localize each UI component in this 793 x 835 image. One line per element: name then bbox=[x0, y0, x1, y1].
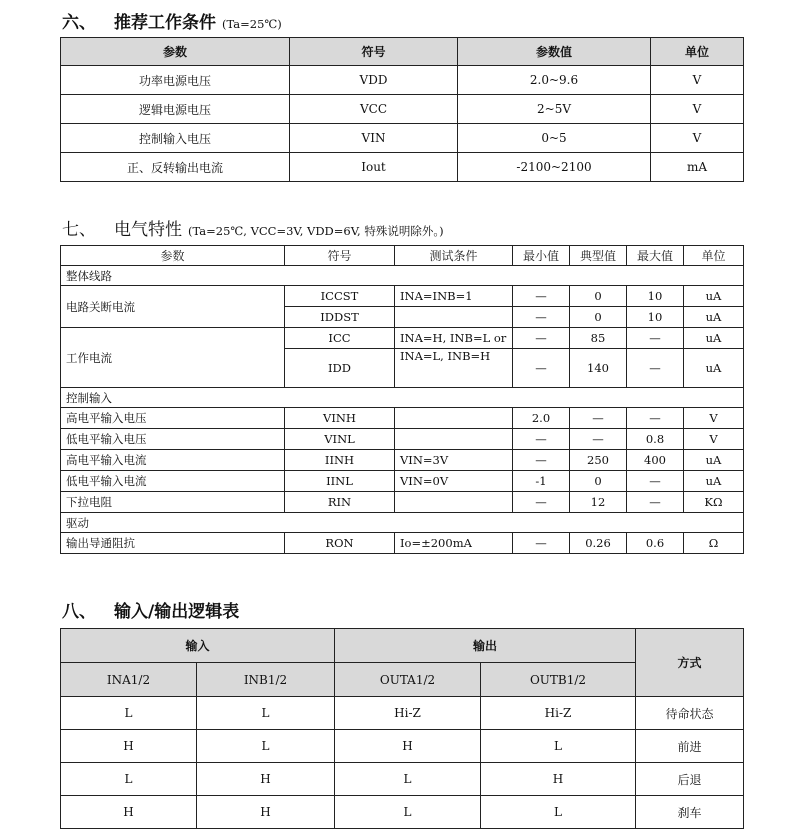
header-input-group: 输入 bbox=[61, 629, 335, 663]
table-cell: 低电平输入电流 bbox=[61, 471, 285, 492]
group-label-whole-circuit: 整体线路 bbox=[61, 266, 744, 286]
logic-table bbox=[60, 628, 744, 829]
header-cell: 参数值 bbox=[458, 38, 651, 66]
table-cell: mA bbox=[651, 153, 744, 182]
header-cell: OUTB1/2 bbox=[481, 663, 636, 697]
table-cell: -1 bbox=[513, 471, 570, 492]
table-cell: — bbox=[513, 429, 570, 450]
table-row bbox=[61, 66, 744, 95]
table-cell: 待命状态 bbox=[636, 697, 744, 730]
table-cell: — bbox=[513, 492, 570, 513]
table-cell: — bbox=[513, 533, 570, 554]
header-cell: 单位 bbox=[651, 38, 744, 66]
table-cell: VINH bbox=[285, 408, 395, 429]
table-cell: 0.8 bbox=[627, 429, 684, 450]
table-cell: L bbox=[335, 796, 481, 829]
table-cell: H bbox=[481, 763, 636, 796]
header-cell: 参数 bbox=[61, 246, 285, 266]
table-cell: IINH bbox=[285, 450, 395, 471]
table-cell: — bbox=[513, 328, 570, 349]
table-cell: 高电平输入电流 bbox=[61, 450, 285, 471]
table-cell: — bbox=[627, 492, 684, 513]
table-cell: 正、反转输出电流 bbox=[61, 153, 290, 182]
table-cell: 140 bbox=[570, 349, 627, 388]
table-cell: KΩ bbox=[684, 492, 744, 513]
table-cell: V bbox=[651, 66, 744, 95]
table-cell bbox=[395, 307, 513, 328]
table-cell: RON bbox=[285, 533, 395, 554]
table-row bbox=[61, 429, 744, 450]
table-cell: V bbox=[651, 95, 744, 124]
table-cell: INA=L, INB=H bbox=[395, 349, 513, 388]
table-cell: — bbox=[513, 450, 570, 471]
group-row bbox=[61, 513, 744, 533]
table-cell: H bbox=[197, 763, 335, 796]
table-cell: 0 bbox=[570, 307, 627, 328]
table-cell: V bbox=[684, 429, 744, 450]
table-cell: — bbox=[570, 408, 627, 429]
table-cell: uA bbox=[684, 471, 744, 492]
table-cell: 10 bbox=[627, 307, 684, 328]
table-cell: ICC bbox=[285, 328, 395, 349]
table-cell: 0 bbox=[570, 471, 627, 492]
table-cell: uA bbox=[684, 450, 744, 471]
table-row bbox=[61, 95, 744, 124]
table-row bbox=[61, 533, 744, 554]
table-cell: 2.0 bbox=[513, 408, 570, 429]
table-cell: 刹车 bbox=[636, 796, 744, 829]
section7-condition: (Ta=25℃, VCC=3V, VDD=6V, 特殊说明除外。) bbox=[188, 224, 444, 238]
table-cell: 400 bbox=[627, 450, 684, 471]
table-cell: L bbox=[335, 763, 481, 796]
header-mode: 方式 bbox=[636, 629, 744, 697]
table-row bbox=[61, 450, 744, 471]
table-cell: 12 bbox=[570, 492, 627, 513]
table-cell: IDD bbox=[285, 349, 395, 388]
param-shutdown-current: 电路关断电流 bbox=[61, 286, 285, 328]
header-cell: 符号 bbox=[285, 246, 395, 266]
table-cell: INA=H, INB=L or bbox=[395, 328, 513, 349]
table-cell: 10 bbox=[627, 286, 684, 307]
table-row bbox=[61, 471, 744, 492]
group-label-control-input: 控制输入 bbox=[61, 388, 744, 408]
table-row bbox=[61, 328, 744, 349]
table-row bbox=[61, 286, 744, 307]
table-cell: VIN=3V bbox=[395, 450, 513, 471]
table-cell: VIN=0V bbox=[395, 471, 513, 492]
table-cell: H bbox=[335, 730, 481, 763]
table-header-row bbox=[61, 629, 744, 663]
table-row bbox=[61, 796, 744, 829]
table-cell: IINL bbox=[285, 471, 395, 492]
table-cell: L bbox=[61, 763, 197, 796]
table-cell: — bbox=[627, 349, 684, 388]
table-row bbox=[61, 124, 744, 153]
table-cell: VDD bbox=[290, 66, 458, 95]
table-cell: 下拉电阻 bbox=[61, 492, 285, 513]
table-cell: VIN bbox=[290, 124, 458, 153]
header-cell: OUTA1/2 bbox=[335, 663, 481, 697]
table-cell: 输出导通阻抗 bbox=[61, 533, 285, 554]
header-cell: 典型值 bbox=[570, 246, 627, 266]
header-cell: INB1/2 bbox=[197, 663, 335, 697]
section6-condition: (Ta=25℃) bbox=[222, 17, 282, 31]
table-cell: 前进 bbox=[636, 730, 744, 763]
table-cell: — bbox=[513, 307, 570, 328]
table-row bbox=[61, 492, 744, 513]
table-cell: Ω bbox=[684, 533, 744, 554]
group-row bbox=[61, 266, 744, 286]
table-cell: 高电平输入电压 bbox=[61, 408, 285, 429]
table-cell: Hi-Z bbox=[335, 697, 481, 730]
section7-title: 电气特性 bbox=[114, 220, 182, 240]
section6-title: 推荐工作条件 bbox=[114, 13, 216, 33]
table-cell: — bbox=[570, 429, 627, 450]
table-cell: 低电平输入电压 bbox=[61, 429, 285, 450]
table-cell: L bbox=[481, 796, 636, 829]
header-cell: 参数 bbox=[61, 38, 290, 66]
table-cell: uA bbox=[684, 349, 744, 388]
header-output-group: 输出 bbox=[335, 629, 636, 663]
recommended-conditions-table bbox=[60, 37, 744, 182]
table-cell: — bbox=[513, 286, 570, 307]
header-cell: 最小值 bbox=[513, 246, 570, 266]
table-cell: L bbox=[61, 697, 197, 730]
table-row bbox=[61, 153, 744, 182]
table-cell: ICCST bbox=[285, 286, 395, 307]
table-cell: H bbox=[61, 730, 197, 763]
table-cell: 功率电源电压 bbox=[61, 66, 290, 95]
table-cell: V bbox=[684, 408, 744, 429]
table-cell: Io=±200mA bbox=[395, 533, 513, 554]
table-cell: 控制输入电压 bbox=[61, 124, 290, 153]
table-cell: uA bbox=[684, 286, 744, 307]
table-row bbox=[61, 408, 744, 429]
table-cell bbox=[395, 492, 513, 513]
section8-title: 输入/输出逻辑表 bbox=[114, 602, 240, 622]
table-cell: 0.6 bbox=[627, 533, 684, 554]
table-header-row bbox=[61, 38, 744, 66]
section6-number: 六、 bbox=[62, 13, 96, 33]
table-cell: RIN bbox=[285, 492, 395, 513]
section7-heading bbox=[62, 215, 444, 240]
group-row bbox=[61, 388, 744, 408]
table-cell: Iout bbox=[290, 153, 458, 182]
electrical-characteristics-table bbox=[60, 245, 744, 554]
table-cell: INA=INB=1 bbox=[395, 286, 513, 307]
table-row bbox=[61, 697, 744, 730]
table-header-row bbox=[61, 246, 744, 266]
table-cell: H bbox=[61, 796, 197, 829]
table-cell: 逻辑电源电压 bbox=[61, 95, 290, 124]
table-cell: uA bbox=[684, 328, 744, 349]
table-cell: — bbox=[513, 349, 570, 388]
table-cell: IDDST bbox=[285, 307, 395, 328]
header-cell: INA1/2 bbox=[61, 663, 197, 697]
header-cell: 最大值 bbox=[627, 246, 684, 266]
table-cell: -2100~2100 bbox=[458, 153, 651, 182]
param-working-current: 工作电流 bbox=[61, 328, 285, 388]
header-cell: 单位 bbox=[684, 246, 744, 266]
table-cell: V bbox=[651, 124, 744, 153]
section6-heading bbox=[62, 8, 282, 33]
section8-heading bbox=[62, 597, 239, 622]
table-cell: VCC bbox=[290, 95, 458, 124]
table-cell: L bbox=[481, 730, 636, 763]
table-row bbox=[61, 763, 744, 796]
section8-number: 八、 bbox=[62, 602, 96, 622]
table-cell: uA bbox=[684, 307, 744, 328]
table-cell: — bbox=[627, 408, 684, 429]
table-cell: 0~5 bbox=[458, 124, 651, 153]
table-cell: 2~5V bbox=[458, 95, 651, 124]
header-cell: 测试条件 bbox=[395, 246, 513, 266]
table-cell: 85 bbox=[570, 328, 627, 349]
table-cell: 后退 bbox=[636, 763, 744, 796]
table-cell: L bbox=[197, 730, 335, 763]
table-cell: 0 bbox=[570, 286, 627, 307]
table-cell: L bbox=[197, 697, 335, 730]
table-cell: Hi-Z bbox=[481, 697, 636, 730]
header-cell: 符号 bbox=[290, 38, 458, 66]
table-cell: — bbox=[627, 471, 684, 492]
table-cell: VINL bbox=[285, 429, 395, 450]
table-cell: 250 bbox=[570, 450, 627, 471]
table-cell bbox=[395, 408, 513, 429]
table-row bbox=[61, 730, 744, 763]
group-label-drive: 驱动 bbox=[61, 513, 744, 533]
table-cell: 2.0~9.6 bbox=[458, 66, 651, 95]
table-cell: — bbox=[627, 328, 684, 349]
table-cell: H bbox=[197, 796, 335, 829]
table-cell bbox=[395, 429, 513, 450]
table-cell: 0.26 bbox=[570, 533, 627, 554]
section7-number: 七、 bbox=[62, 220, 96, 240]
